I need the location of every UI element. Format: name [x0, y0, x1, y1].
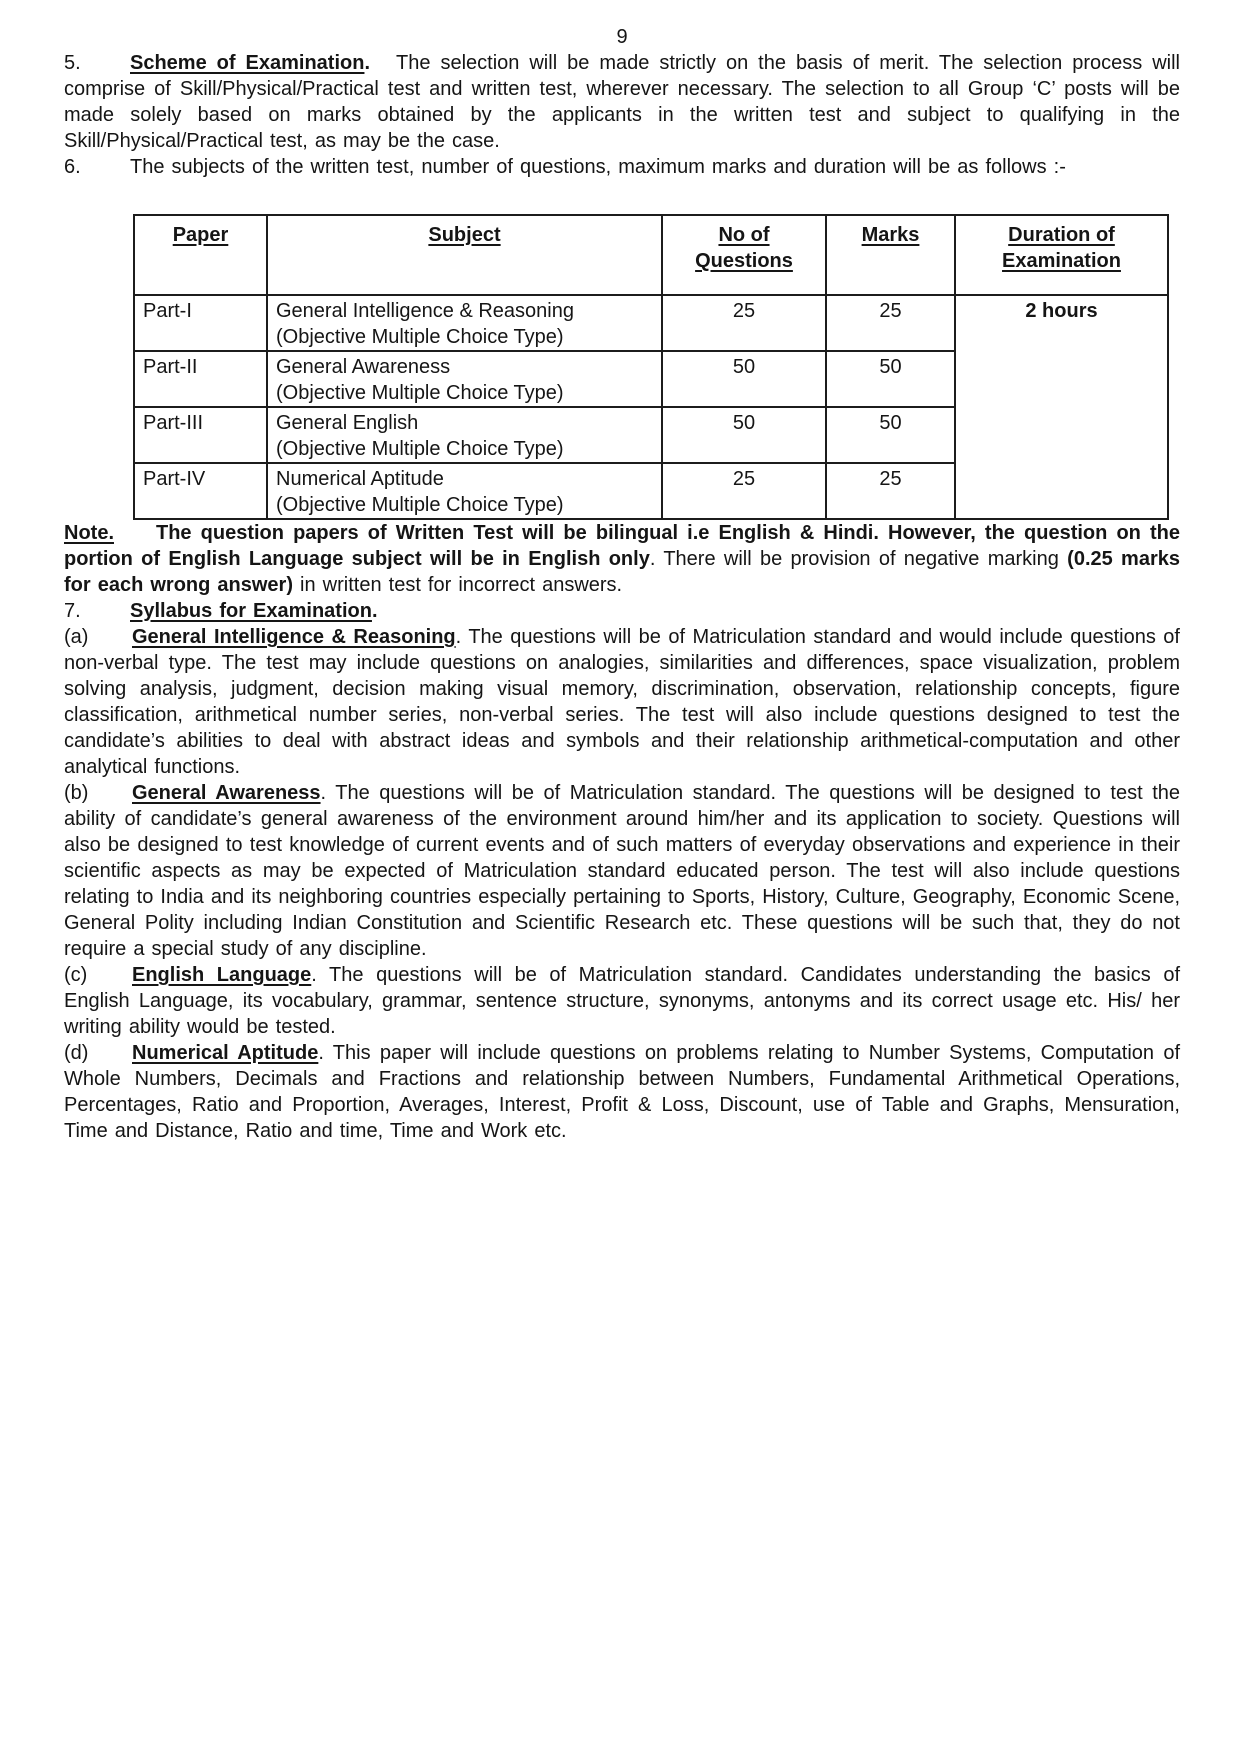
cell-subject: Numerical Aptitude (Objective Multiple Choice Type) [267, 463, 662, 519]
cell-paper: Part-II [134, 351, 267, 407]
cell-questions: 50 [662, 351, 826, 407]
section-5-heading: Scheme of Examination [130, 52, 365, 74]
cell-duration: 2 hours [955, 295, 1168, 519]
cell-questions: 25 [662, 463, 826, 519]
cell-marks: 50 [826, 407, 955, 463]
note-normal-text: . There will be provision of negative marking [649, 548, 1068, 570]
syllabus-item-a [64, 624, 1180, 780]
cell-marks: 25 [826, 295, 955, 351]
syllabus-item-b [64, 780, 1180, 962]
table-header-row [134, 215, 1168, 295]
note-label: Note. [64, 522, 114, 544]
header-paper: Paper [134, 215, 267, 295]
cell-questions: 50 [662, 407, 826, 463]
syllabus-item-c [64, 962, 1180, 1040]
section-7-heading: Syllabus for Examination [130, 600, 372, 622]
cell-subject: General Intelligence & Reasoning (Objective Multiple Choice Type) [267, 295, 662, 351]
cell-paper: Part-III [134, 407, 267, 463]
cell-subject: General English (Objective Multiple Choice Type) [267, 407, 662, 463]
section-5-heading-period: . [364, 52, 371, 74]
item-b-body: . The questions will be of Matriculation standard. The questions will be designed to test the ability of candidate’s general awareness of the environment around him/her and its application to society. Questions will also be designed to test knowledge of current events and of such matters of everyday observations and experience in their scientific aspects as may be expected of Matriculation standard educated person. The test will also include questions relating to India and its neighboring countries especially pertaining to Sports, History, Culture, Geography, Economic Scene, General Polity including Indian Constitution and Scientific Research etc. These questions will be such that, they do not require a special study of any discipline. [64, 782, 1180, 960]
item-d-label: (d) [64, 1042, 89, 1064]
item-c-label: (c) [64, 964, 88, 986]
item-a-heading: General Intelligence & Reasoning [132, 626, 456, 648]
syllabus-item-d [64, 1040, 1180, 1144]
page-number: 9 [616, 26, 628, 48]
table-row [134, 295, 1168, 351]
section-7-heading-paragraph [64, 598, 1180, 624]
section-6-number: 6. [64, 156, 81, 178]
item-b-label: (b) [64, 782, 89, 804]
cell-marks: 25 [826, 463, 955, 519]
section-5-body: The selection will be made strictly on the basis of merit. The selection process will comprise of Skill/Physical/Practical test and written test, wherever necessary. The selection to all Group ‘C’ posts will be made solely based on marks obtained by the applicants in the written test and subject to qualifying in the Skill/Physical/Practical test, as may be the case. [64, 52, 1180, 152]
item-d-body: . This paper will include questions on problems relating to Number Systems, Computation of Whole Numbers, Decimals and Fractions and relationship between Numbers, Fundamental Arithmetical Operations, Percentages, Ratio and Proportion, Averages, Interest, Profit & Loss, Discount, use of Table and Graphs, Mensuration, Time and Distance, Ratio and time, Time and Work etc. [64, 1042, 1181, 1142]
item-d-heading: Numerical Aptitude [132, 1042, 319, 1064]
section-5-number: 5. [64, 52, 81, 74]
note-penalty-text: (0.25 marks for each wrong answer) [64, 548, 1180, 596]
note-closing-text: in written test for incorrect answers. [293, 574, 623, 596]
cell-paper: Part-I [134, 295, 267, 351]
note-bold-text: The question papers of Written Test will be bilingual i.e English & Hindi. However, the question on the portion of English Language subject will be in English only [64, 522, 1180, 570]
note-paragraph [64, 520, 1180, 598]
exam-scheme-table [133, 214, 1169, 520]
header-marks: Marks [826, 215, 955, 295]
item-a-body: . The questions will be of Matriculation standard and would include questions of non-verbal type. The test may include questions on analogies, similarities and differences, space visualization, problem solving analysis, judgment, decision making visual memory, discrimination, observation, relationship concepts, figure classification, arithmetical number series, non-verbal series. The test will also include questions designed to test the candidate’s abilities to deal with abstract ideas and symbols and their relationship arithmetical-computation and other analytical functions. [64, 626, 1180, 778]
header-duration: Duration of Examination [955, 215, 1168, 295]
section-5-paragraph [64, 50, 1180, 154]
section-6-body: The subjects of the written test, number of questions, maximum marks and duration will be as follows :- [130, 156, 1066, 178]
header-no-of-questions: No of Questions [662, 215, 826, 295]
section-6-paragraph [64, 154, 1180, 180]
header-subject: Subject [267, 215, 662, 295]
section-7-number: 7. [64, 600, 81, 622]
cell-questions: 25 [662, 295, 826, 351]
cell-subject: General Awareness (Objective Multiple Choice Type) [267, 351, 662, 407]
item-b-heading: General Awareness [132, 782, 321, 804]
item-c-body: . The questions will be of Matriculation standard. Candidates understanding the basics of English Language, its vocabulary, grammar, sentence structure, synonyms, antonyms and its correct usage etc. His/ her writing ability would be tested. [64, 964, 1180, 1038]
section-7-heading-period: . [371, 600, 378, 622]
item-a-label: (a) [64, 626, 89, 648]
cell-paper: Part-IV [134, 463, 267, 519]
cell-marks: 50 [826, 351, 955, 407]
item-c-heading: English Language [132, 964, 312, 986]
